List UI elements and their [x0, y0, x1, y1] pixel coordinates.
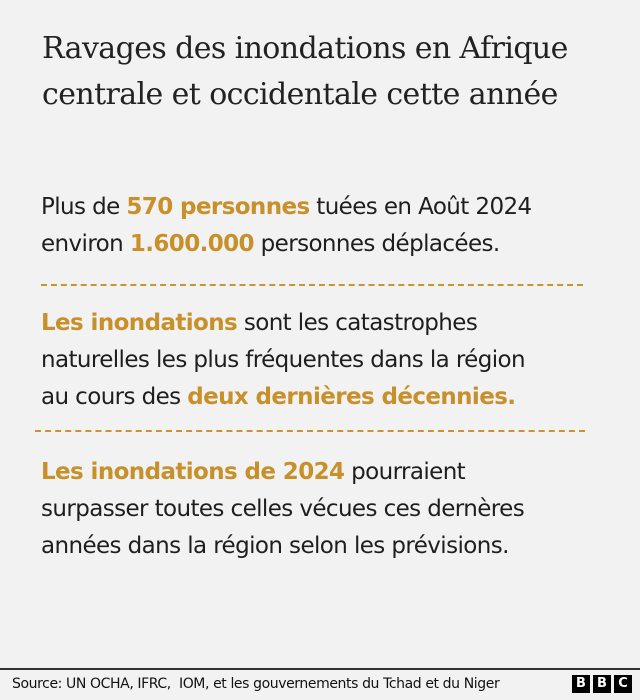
stat-block-casualties [41, 189, 611, 263]
dashed-divider [41, 284, 583, 286]
logo-letter: B [593, 675, 611, 693]
text: Plus de [41, 194, 127, 220]
highlight-deaths: 570 personnes [126, 194, 310, 220]
text: pourraient [344, 459, 466, 485]
logo-letter: C [614, 675, 632, 693]
highlight-displaced: 1.600.000 [129, 231, 254, 257]
footer-divider [0, 668, 640, 670]
page-title: Ravages des inondations en Afrique centrale et occidentale cette année [42, 31, 568, 112]
text: personnes déplacées. [253, 231, 500, 257]
stat-line [41, 189, 611, 226]
highlight-decades: deux dernières décennies. [187, 384, 516, 410]
stat-line: naturelles les plus fréquentes dans la région [41, 347, 525, 373]
stat-line: années dans la région selon les prévisions. [41, 533, 509, 559]
stat-line: surpasser toutes celles vécues ces dernères [41, 496, 525, 522]
logo-letter: B [572, 675, 590, 693]
stat-block-frequency [41, 305, 611, 416]
dashed-divider [35, 430, 585, 432]
stat-line [41, 454, 611, 491]
text: sont les catastrophes [237, 310, 478, 336]
highlight-floods: Les inondations [41, 310, 238, 336]
stat-line [41, 379, 611, 416]
text: tuées en Août 2024 [309, 194, 532, 220]
text: au cours des [41, 384, 188, 410]
stat-line [41, 226, 611, 263]
bbc-logo [572, 675, 632, 693]
stat-line [41, 305, 611, 342]
highlight-2024-floods: Les inondations de 2024 [41, 459, 345, 485]
text: environ [41, 231, 130, 257]
stat-block-forecast [41, 454, 611, 565]
source-text: Source: UN OCHA, IFRC, IOM, et les gouvernements du Tchad et du Niger [12, 676, 500, 692]
